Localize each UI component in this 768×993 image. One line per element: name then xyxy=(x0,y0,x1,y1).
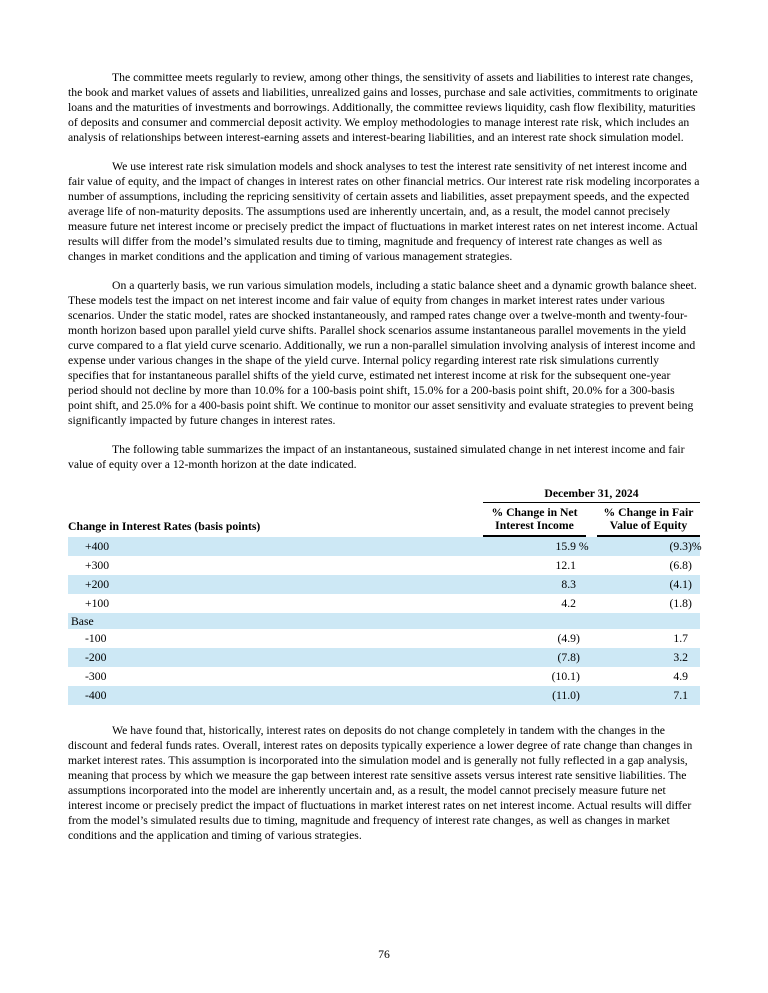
paragraph-deposits-historical: We have found that, historically, interest rates on deposits do not change completely in tandem with the changes in the discount and federal funds rates. Overall, interest rates on deposits typically experience a lower degree of rate change than changes in market interest rates. This assumption is incorporated into the simulation model and is generally not fully reflected in a gap analysis, meaning that process by which we measure the gap between interest rate sensitive assets versus interest rate sensitive liabilities. The assumptions incorporated into the model are inherently uncertain and, as a result, the model cannot precisely measure future net interest income or precisely predict the impact of fluctuations in market interest rates on net interest income. Actual results will differ from the model’s simulated results due to timing, magnitude and frequency of interest rate changes, as well as changes in market conditions and the application and timing of various strategies. xyxy=(68,724,693,842)
nii-value: (10.1 ) xyxy=(551,670,580,683)
row-label: -300 xyxy=(85,670,107,683)
row-label: +400 xyxy=(85,540,110,553)
row-axis-header: Change in Interest Rates (basis points) xyxy=(68,520,261,533)
row-label: +200 xyxy=(85,578,110,591)
date-header: December 31, 2024 xyxy=(483,486,700,503)
fve-value: (6.8 ) xyxy=(669,559,692,572)
column-header-line: % Change in Fair xyxy=(603,506,694,519)
row-label: +300 xyxy=(85,559,110,572)
row-label: -100 xyxy=(85,632,107,645)
column-header-line: % Change in Net xyxy=(491,506,578,519)
fve-value: (1.8 ) xyxy=(669,597,692,610)
nii-value: (7.8 ) xyxy=(557,651,580,664)
nii-value: 15.9 % xyxy=(555,540,589,553)
paragraph-table-intro: The following table summarizes the impact of an instantaneous, sustained simulated change in net interest income and fair value of equity over a 12-month horizon at the date indicated. xyxy=(68,443,685,471)
page-number: 76 xyxy=(378,948,390,961)
nii-value: 4.2 xyxy=(561,597,576,610)
paragraph-simulation-models: We use interest rate risk simulation models and shock analyses to test the interest rate sensitivity of net interest income and fair value of equity, and the impact of changes in interest rates on other financial metrics. Our interest rate risk modeling incorporates a number of assumptions, including the repricing sensitivity of certain assets and liabilities, asset prepayment speeds, and the expected average life of non-maturity deposits. The assumptions used are inherently uncertain, and, as a result, the model cannot precisely measure future net interest income or precisely predict the impact of fluctuations in market interest rates on net interest income. Actual results will differ from the model’s simulated results due to timing, magnitude and frequency of interest rate changes as well as changes in market conditions and the application and timing of various management strategies. xyxy=(68,160,700,263)
fve-value: 3.2 xyxy=(673,651,688,664)
row-label: -400 xyxy=(85,689,107,702)
paragraph-quarterly-basis: On a quarterly basis, we run various simulation models, including a static balance sheet and a dynamic growth balance sheet. These models test the impact on net interest income and fair value of equity from changes in market interest rates under various scenarios. Under the static model, rates are shocked instantaneously, and ramped rates change over a twelve-month and twenty-four-month horizon based upon parallel yield curve shifts. Parallel shock scenarios assume instantaneous parallel movements in the yield curve compared to a flat yield curve scenario. Additionally, we run a non-parallel simulation involving analysis of interest income and expense under various changes in the shape of the yield curve. Internal policy regarding interest rate risk simulations currently specifies that for instantaneous parallel shifts of the yield curve, estimated net interest income at risk for the subsequent one-year period should not decline by more than 10.0% for a 100-basis point shift, 15.0% for a 200-basis point shift, 20.0% for a 300-basis point shift, and 25.0% for a 400-basis point shift. We continue to monitor our asset sensitivity and evaluate strategies to prevent being significantly impacted by future changes in interest rates. xyxy=(68,279,697,427)
interest-rate-sensitivity-table xyxy=(68,486,700,705)
nii-value: (11.0 ) xyxy=(552,689,580,702)
table-row xyxy=(68,648,700,667)
nii-value: 8.3 xyxy=(561,578,576,591)
fve-value: 4.9 xyxy=(673,670,688,683)
column-header-net-interest-income xyxy=(483,506,586,537)
table-column-header-row xyxy=(68,506,700,537)
column-header-line: Value of Equity xyxy=(609,519,688,532)
nii-value: (4.9 ) xyxy=(557,632,580,645)
nii-value: 12.1 xyxy=(555,559,576,572)
column-header-fair-value-equity xyxy=(597,506,700,537)
fve-value: 7.1 xyxy=(673,689,688,702)
table-row xyxy=(68,556,700,575)
table-row xyxy=(68,667,700,686)
table-row xyxy=(68,537,700,556)
fve-value: 1.7 xyxy=(673,632,688,645)
table-row xyxy=(68,629,700,648)
row-label: Base xyxy=(71,614,94,628)
paragraph-committee: The committee meets regularly to review, among other things, the sensitivity of assets and liabilities to interest rate changes, the book and market values of assets and liabilities, unrealized gains and losses, purchase and sale activities, commitments to originate loans and the maturities of investments and borrowings. Additionally, the committee reviews liquidity, cash flow flexibility, maturities of deposits and consumer and commercial deposit activity. We employ methodologies to manage interest rate risk, which includes an analysis of relationships between interest-earning assets and interest-bearing liabilities, and an interest rate shock simulation model. xyxy=(68,71,698,144)
column-header-line: Interest Income xyxy=(495,519,574,532)
fve-value: (9.3 )% xyxy=(669,540,702,553)
row-label: +100 xyxy=(85,597,110,610)
fve-value: (4.1 ) xyxy=(669,578,692,591)
header-spacer xyxy=(68,486,483,503)
table-row-base xyxy=(68,613,700,629)
table-row xyxy=(68,575,700,594)
table-row xyxy=(68,594,700,613)
table-row xyxy=(68,686,700,705)
table-body xyxy=(68,537,700,705)
row-label: -200 xyxy=(85,651,107,664)
table-date-header-row xyxy=(68,486,700,503)
